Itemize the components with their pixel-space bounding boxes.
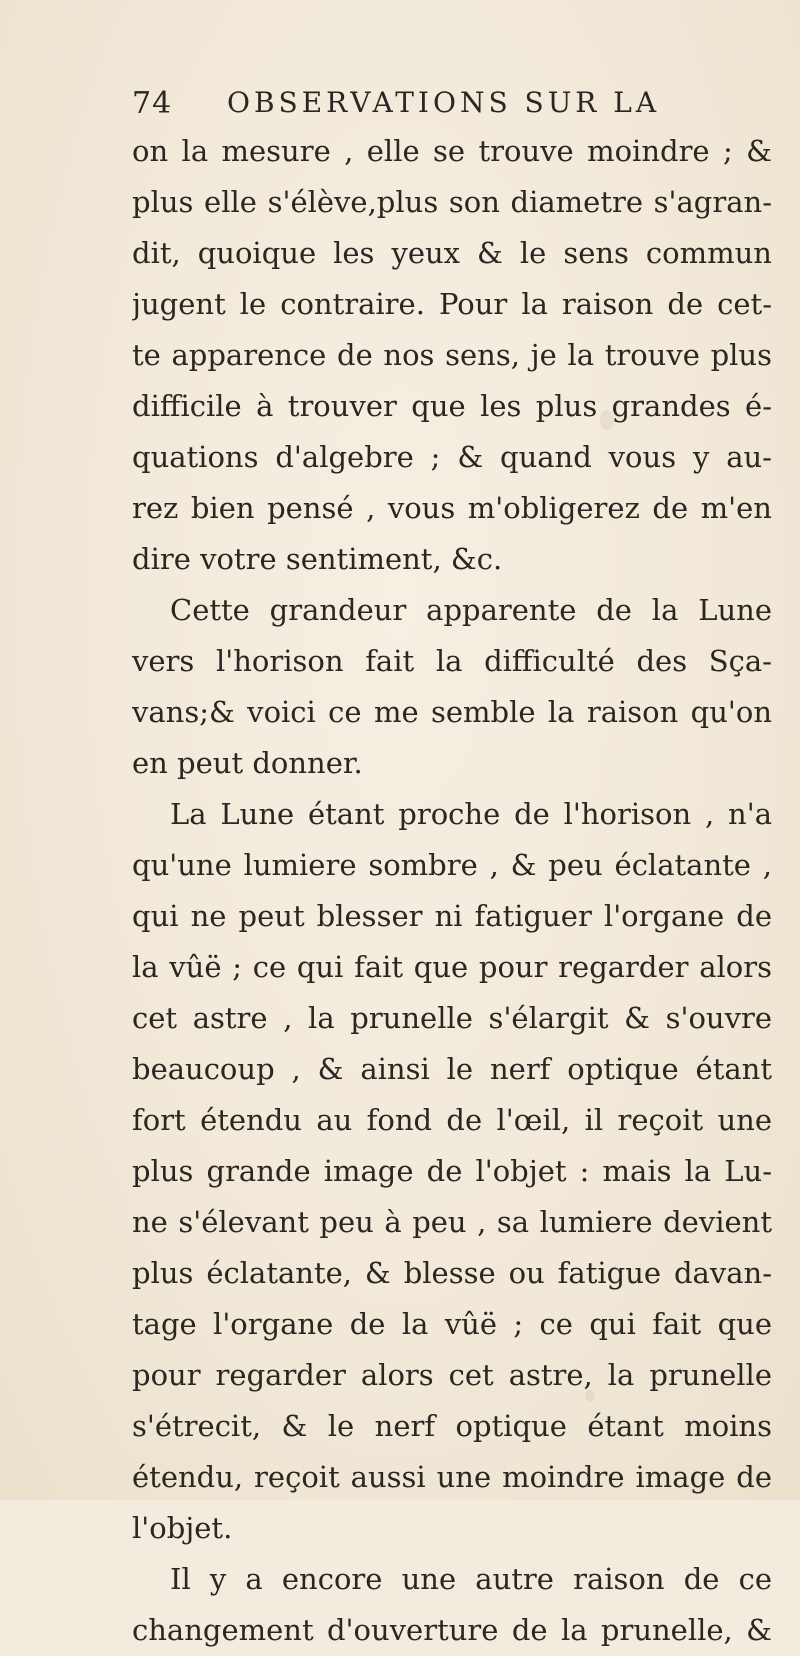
text-line: dire votre sentiment, &c. [132, 542, 503, 576]
text-line: pour regarder alors cet astre, la prunelle [132, 1358, 772, 1392]
page-number: 74 [132, 86, 173, 121]
page-header [132, 86, 712, 126]
text-line: vans;& voici ce me semble la raison qu'on [132, 695, 772, 729]
text-line: s'étrecit, & le nerf optique étant moins [132, 1409, 772, 1443]
text-line: Cette grandeur apparente de la Lune [170, 593, 772, 627]
text-line: Il y a encore une autre raison de ce [170, 1562, 772, 1596]
text-line: qu'une lumiere sombre , & peu éclatante , [132, 848, 772, 882]
text-line: en peut donner. [132, 746, 363, 780]
text-line: plus éclatante, & blesse ou fatigue davan- [132, 1256, 772, 1290]
text-line: on la mesure , elle se trouve moindre ; & [132, 134, 772, 168]
text-line: rez bien pensé , vous m'obligerez de m'en [132, 491, 772, 525]
text-line: changement d'ouverture de la prunelle, & [132, 1613, 772, 1647]
text-line: plus elle s'élève,plus son diametre s'agran- [132, 185, 772, 219]
text-line: l'objet. [132, 1511, 233, 1545]
text-line: plus grande image de l'objet : mais la Lu- [132, 1154, 772, 1188]
text-line: tage l'organe de la vûë ; ce qui fait que [132, 1307, 772, 1341]
text-line: La Lune étant proche de l'horison , n'a [170, 797, 772, 831]
text-line: cet astre , la prunelle s'élargit & s'ouvre [132, 1001, 772, 1035]
text-line: la vûë ; ce qui fait que pour regarder alors [132, 950, 772, 984]
text-line: ne s'élevant peu à peu , sa lumiere devient [132, 1205, 772, 1239]
text-line: difficile à trouver que les plus grandes é- [132, 389, 772, 423]
text-line: dit, quoique les yeux & le sens commun [132, 236, 772, 270]
text-line: beaucoup , & ainsi le nerf optique étant [132, 1052, 772, 1086]
text-line: qui ne peut blesser ni fatiguer l'organe de [132, 899, 772, 933]
text-line: étendu, reçoit aussi une moindre image de [132, 1460, 772, 1494]
text-line: te apparence de nos sens, je la trouve plus [132, 338, 772, 372]
text-line: jugent le contraire. Pour la raison de cet- [132, 287, 772, 321]
text-line: vers l'horison fait la difficulté des Sça- [132, 644, 772, 678]
body-text [132, 126, 772, 1656]
text-line: fort étendu au fond de l'œil, il reçoit une [132, 1103, 772, 1137]
text-line: quations d'algebre ; & quand vous y au- [132, 440, 772, 474]
running-title: OBSERVATIONS SUR LA [227, 86, 661, 119]
